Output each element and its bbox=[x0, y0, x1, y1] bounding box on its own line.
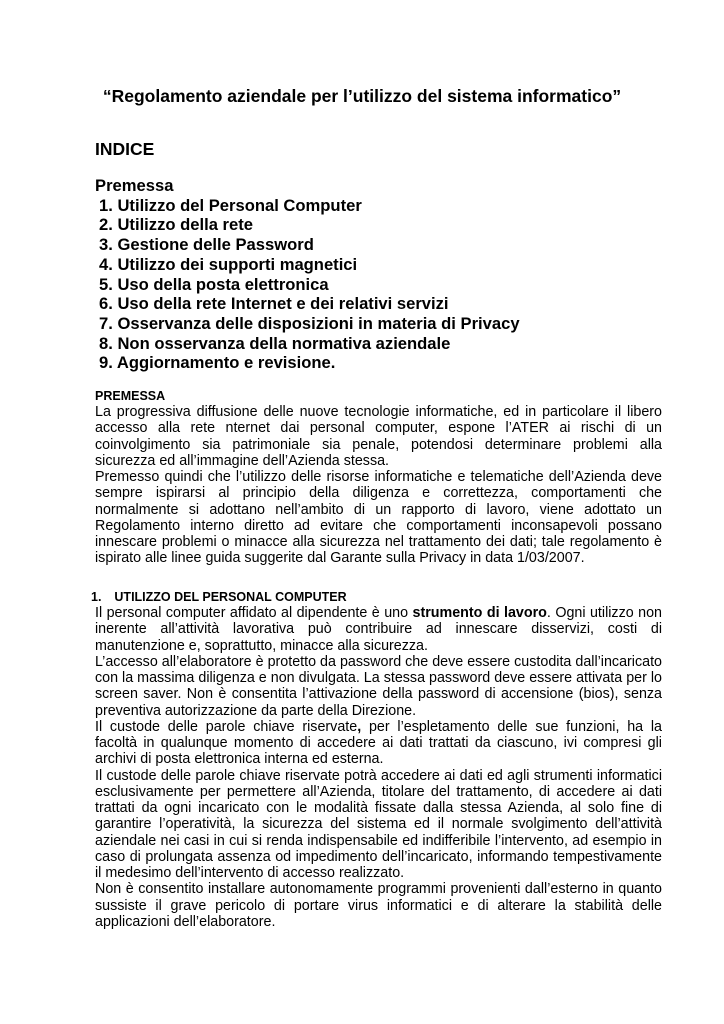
section-1-body bbox=[95, 605, 662, 930]
toc-item-5: 5. Uso della posta elettronica bbox=[99, 274, 329, 294]
section-1-paragraph-3 bbox=[95, 719, 662, 768]
document-title: “Regolamento aziendale per l’utilizzo del sistema informatico” bbox=[102, 86, 622, 106]
toc-item-premessa: Premessa bbox=[95, 176, 174, 195]
section-1-paragraph-4: Il custode delle parole chiave riservate potrà accedere ai dati ed agli strumenti informatici esclusivamente per permettere all’Azienda, titolare del trattamento, di accedere ai dati trattati da ogni incaricato con le modalità fissate dalla stessa Azienda, al solo fine di garantire l’operatività, la sicurezza del sistema ed il normale svolgimento dell’attività aziendale nei casi in cui si renda indispensabile ed indifferibile l’intervento, ad esempio in caso di prolungata assenza od impedimento dell’incaricato, informando tempestivamente il medesimo dell’intervento di accesso realizzato. bbox=[95, 767, 662, 881]
premessa-body bbox=[95, 404, 662, 567]
bold-text-run: strumento di lavoro bbox=[412, 605, 547, 621]
table-of-contents bbox=[95, 176, 520, 373]
index-heading: INDICE bbox=[95, 139, 155, 159]
toc-item-2: 2. Utilizzo della rete bbox=[99, 215, 253, 235]
text-run: per l’espletamento delle sue funzioni, ha la facoltà in qualunque momento di accedere ai dati trattati da ciascuno, ivi compresi gli archivi di posta elettronica interna ed esterna. bbox=[95, 718, 662, 768]
premessa-heading: PREMESSA bbox=[95, 389, 166, 403]
toc-item-1: 1. Utilizzo del Personal Computer bbox=[99, 195, 362, 215]
toc-item-9: 9. Aggiornamento e revisione. bbox=[99, 353, 336, 373]
toc-item-7: 7. Osservanza delle disposizioni in materia di Privacy bbox=[99, 313, 520, 333]
section-1-heading bbox=[91, 590, 347, 604]
section-1-title: UTILIZZO DEL PERSONAL COMPUTER bbox=[114, 590, 347, 604]
bold-text-run: , bbox=[357, 718, 362, 735]
section-1-paragraph-2: L’accesso all’elaboratore è protetto da password che deve essere custodita dall’incaricato con la massima diligenza e non divulgata. La stessa password deve essere attivata per lo screen saver. Non è consentita l’attivazione della password di accensione (bios), senza preventiva autorizzazione da parte della Direzione. bbox=[95, 653, 662, 719]
text-run: Il custode delle parole chiave riservate bbox=[95, 718, 358, 735]
text-run: Il personal computer affidato al dipendente è uno bbox=[95, 605, 413, 621]
toc-item-6: 6. Uso della rete Internet e dei relativi servizi bbox=[99, 294, 449, 314]
toc-item-8: 8. Non osservanza della normativa aziendale bbox=[99, 333, 451, 353]
toc-item-4: 4. Utilizzo dei supporti magnetici bbox=[99, 254, 358, 274]
toc-item-3: 3. Gestione delle Password bbox=[99, 235, 314, 255]
section-1-paragraph-1 bbox=[95, 605, 662, 654]
text-run: . Ogni utilizzo non inerente all’attività lavorativa può contribuire ad innescare disservizi, costi di manutenzione e, soprattutto, minacce alla sicurezza. bbox=[95, 605, 662, 654]
premessa-paragraph-1: La progressiva diffusione delle nuove tecnologie informatiche, ed in particolare il libero accesso alla rete nternet dai personal computer, espone l’ATER ai rischi di un coinvolgimento sia patrimoniale sia penale, potendosi determinare problemi alla sicurezza ed all’immagine dell’Azienda stessa. bbox=[95, 404, 662, 469]
premessa-paragraph-2: Premesso quindi che l’utilizzo delle risorse informatiche e telematiche dell’Azienda deve sempre ispirarsi al principio della diligenza e correttezza, comportamenti che normalmente si adottano nell’ambito di un rapporto di lavoro, viene adottato un Regolamento interno diretto ad evitare che comportamenti inconsapevoli possano innescare problemi o minacce alla sicurezza nel trattamento dei dati; tale regolamento è ispirato alle linee guida suggerite dal Garante sulla Privacy in data 1/03/2007. bbox=[95, 469, 662, 567]
section-1-paragraph-5: Non è consentito installare autonomamente programmi provenienti dall’esterno in quanto sussiste il grave pericolo di portare virus informatici e di alterare la stabilità delle applicazioni dell’elaboratore. bbox=[95, 881, 662, 930]
section-1-number: 1. bbox=[91, 590, 102, 604]
